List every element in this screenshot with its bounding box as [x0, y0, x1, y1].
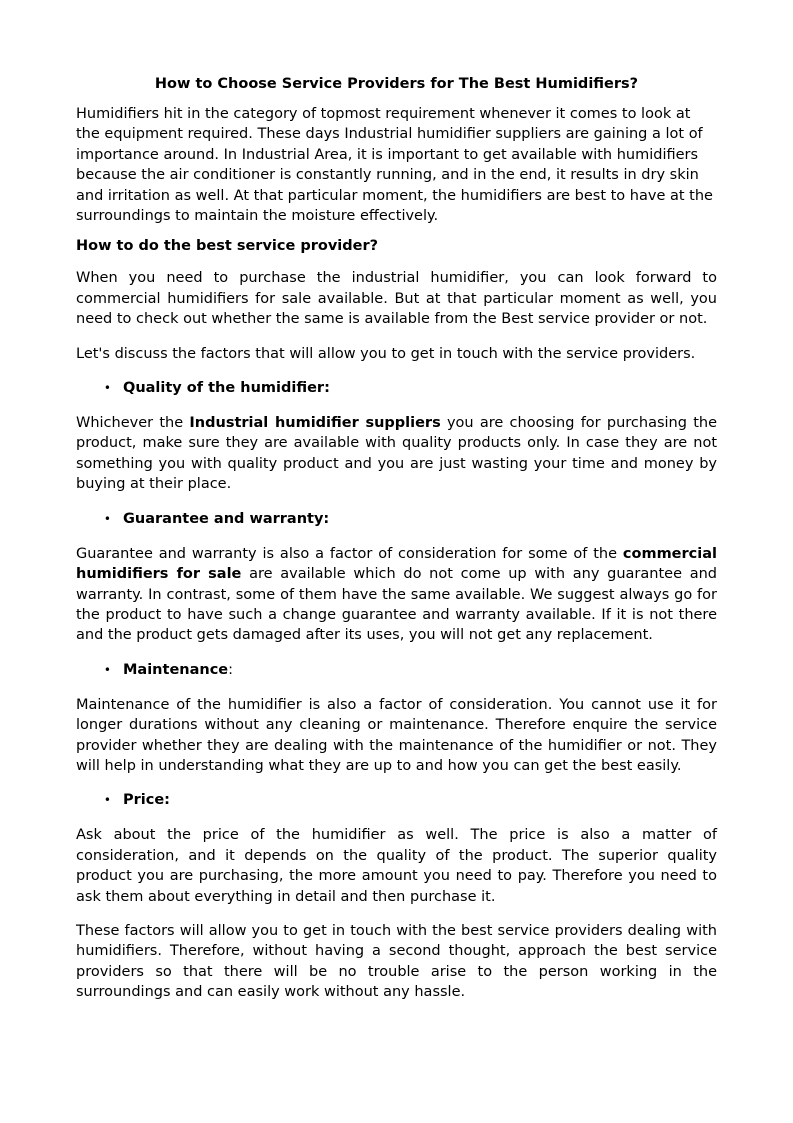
bullet-maintenance-suffix: : — [228, 661, 234, 678]
bullet-guarantee-heading: Guarantee and warranty: — [123, 510, 330, 527]
page-title: How to Choose Service Providers for The Best Humidifiers? — [154, 76, 639, 92]
bullet-price — [76, 790, 717, 810]
bullet-quality — [76, 378, 717, 398]
price-paragraph: Ask about the price of the humidifier as well. The price is also a matter of consideration, and it depends on the quality of the product. The superior quality product you are purchasing, the more amount you need to pay. Therefore you need to ask them about everything in detail and then purchase it. — [76, 827, 717, 905]
section-heading: How to do the best service provider? — [76, 238, 379, 255]
guarantee-bold-phrase: commercial humidifiers for sale — [76, 545, 717, 583]
quality-text-after: you are choosing for purchasing the product, make sure they are available with quality products only. In case they are not something you with quality product and you are just wasting your time and money by buying at their place. — [76, 415, 717, 493]
conclusion-paragraph: These factors will allow you to get in touch with the best service providers dealing with humidifiers. Therefore, without having a second thought, approach the best service providers so that there will be no trouble arise to the person working in the surroundings and can easily work without any hassle. — [76, 922, 717, 1001]
bullet-dot: • — [103, 662, 111, 677]
bullet-maintenance-heading: Maintenance — [123, 661, 229, 678]
quality-bold-phrase: Industrial humidifier suppliers — [189, 415, 441, 432]
purchase-paragraph: When you need to purchase the industrial humidifier, you can look forward to commercial humidifiers for sale available. But at that particular moment as well, you need to check out whether the same is available from the Best service provider or not. — [76, 270, 717, 328]
intro-paragraph: Humidifiers hit in the category of topmost requirement whenever it comes to look at the equipment required. These days Industrial humidifier suppliers are gaining a lot of importance around. In Industrial Area, it is important to get available with humidifiers because the air conditioner is constantly running, and in the end, it results in dry skin and irritation as well. At that particular moment, the humidifiers are best to have at the surroundings to maintain the moisture effectively. — [76, 106, 713, 225]
bullet-dot: • — [103, 793, 111, 808]
guarantee-text-after: are available which do not come up with any guarantee and warranty. In contrast, some of them have the same available. We suggest always go for the product to have such a change guarantee and warranty available. If it is not there and the product gets damaged after its uses, you will not get any replacement. — [76, 566, 717, 644]
bullet-price-heading: Price: — [123, 792, 170, 809]
quality-paragraph — [76, 413, 717, 495]
maintenance-paragraph: Maintenance of the humidifier is also a factor of consideration. You cannot use it for longer durations without any cleaning or maintenance. Therefore enquire the service provider whether they are dealing with the maintenance of the humidifier or not. They will help in understanding what they are up to and how you can get the best easily. — [76, 696, 717, 774]
bullet-maintenance — [76, 660, 717, 680]
bullet-quality-heading: Quality of the humidifier: — [123, 380, 330, 397]
bullet-maintenance-heading-wrap — [123, 660, 233, 680]
factors-paragraph: Let's discuss the factors that will allow you to get in touch with the service providers. — [76, 345, 696, 362]
bullet-guarantee — [76, 509, 717, 529]
guarantee-paragraph — [76, 544, 717, 646]
bullet-dot: • — [103, 381, 111, 396]
bullet-dot: • — [103, 511, 111, 526]
quality-text-before: Whichever the — [76, 415, 190, 432]
guarantee-text-before: Guarantee and warranty is also a factor of consideration for some of the — [76, 545, 623, 562]
